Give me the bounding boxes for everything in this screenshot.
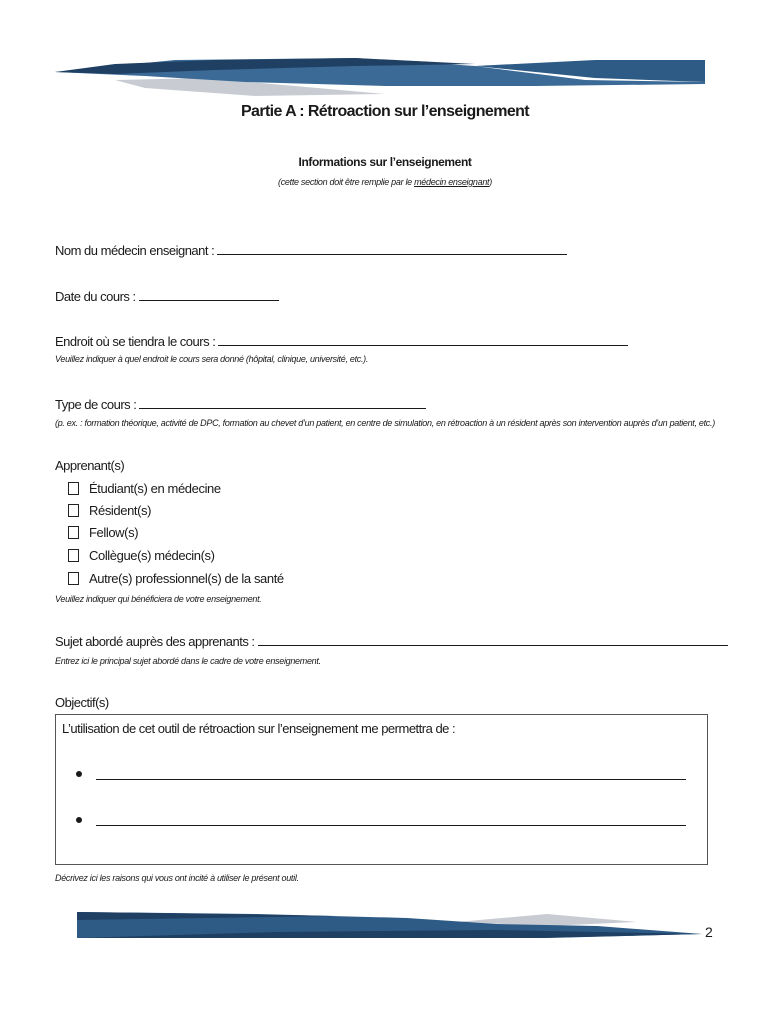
- bullet-icon: [76, 817, 82, 823]
- learner-option-label: Étudiant(s) en médecine: [89, 480, 221, 496]
- subject-field[interactable]: [258, 633, 728, 646]
- learner-option-label: Résident(s): [89, 502, 152, 518]
- checkbox[interactable]: [68, 482, 79, 495]
- objectives-box: [55, 714, 708, 865]
- subject-row: [55, 633, 728, 649]
- page-number: 2: [705, 924, 713, 940]
- subject-label: Sujet abordé auprès des apprenants :: [55, 634, 255, 649]
- location-row: [55, 333, 628, 349]
- course-type-row: [55, 396, 426, 412]
- objectives-hint: Décrivez ici les raisons qui vous ont incité à utiliser le présent outil.: [55, 873, 299, 883]
- header-banner: [55, 56, 705, 98]
- course-date-label: Date du cours :: [55, 289, 136, 304]
- course-date-row: [55, 288, 279, 304]
- learner-option-label: Collègue(s) médecin(s): [89, 547, 215, 563]
- footer-banner: [77, 908, 702, 940]
- subject-hint: Entrez ici le principal sujet abordé dans le cadre de votre enseignement.: [55, 656, 321, 666]
- checkbox[interactable]: [68, 504, 79, 517]
- checkbox[interactable]: [68, 526, 79, 539]
- course-type-label: Type de cours :: [55, 397, 137, 412]
- objective-field[interactable]: [96, 813, 686, 826]
- section-note-suffix: ): [489, 177, 492, 187]
- location-hint: Veuillez indiquer à quel endroit le cours sera donné (hôpital, clinique, université, etc.).: [55, 354, 369, 364]
- learner-option: [68, 522, 138, 542]
- learners-hint: Veuillez indiquer qui bénéficiera de votre enseignement.: [55, 594, 262, 604]
- checkbox[interactable]: [68, 572, 79, 585]
- learner-option: [68, 545, 215, 565]
- course-type-field[interactable]: [139, 396, 426, 409]
- course-date-field[interactable]: [139, 288, 279, 301]
- bullet-icon: [76, 771, 82, 777]
- learner-option: [68, 500, 151, 520]
- objective-bullet-row: [76, 813, 686, 826]
- teacher-name-row: [55, 242, 567, 258]
- page-title: Partie A : Rétroaction sur l’enseignement: [240, 103, 530, 120]
- course-type-hint: (p. ex. : formation théorique, activité de DPC, formation au chevet d’un patient, en centre de simulation, en rétroaction à un résident après son intervention auprès d’un patient, etc.): [55, 418, 715, 428]
- objective-bullet-row: [76, 767, 686, 780]
- objectives-label: Objectif(s): [55, 695, 109, 710]
- learners-label: Apprenant(s): [55, 458, 125, 473]
- learner-option: [68, 568, 284, 588]
- section-title: Informations sur l’enseignement: [298, 155, 472, 169]
- objective-field[interactable]: [96, 767, 686, 780]
- location-field[interactable]: [218, 333, 628, 346]
- section-note: [0, 177, 770, 187]
- location-label: Endroit où se tiendra le cours :: [55, 334, 216, 349]
- checkbox[interactable]: [68, 549, 79, 562]
- learner-option-label: Autre(s) professionnel(s) de la santé: [89, 570, 284, 586]
- section-note-underlined: médecin enseignant: [414, 177, 490, 187]
- objectives-intro: L’utilisation de cet outil de rétroaction sur l’enseignement me permettra de :: [62, 721, 456, 736]
- section-note-prefix: (cette section doit être remplie par le: [278, 177, 415, 187]
- teacher-name-field[interactable]: [217, 242, 567, 255]
- learner-option: [68, 478, 221, 498]
- learner-option-label: Fellow(s): [89, 524, 139, 540]
- teacher-name-label: Nom du médecin enseignant :: [55, 243, 215, 258]
